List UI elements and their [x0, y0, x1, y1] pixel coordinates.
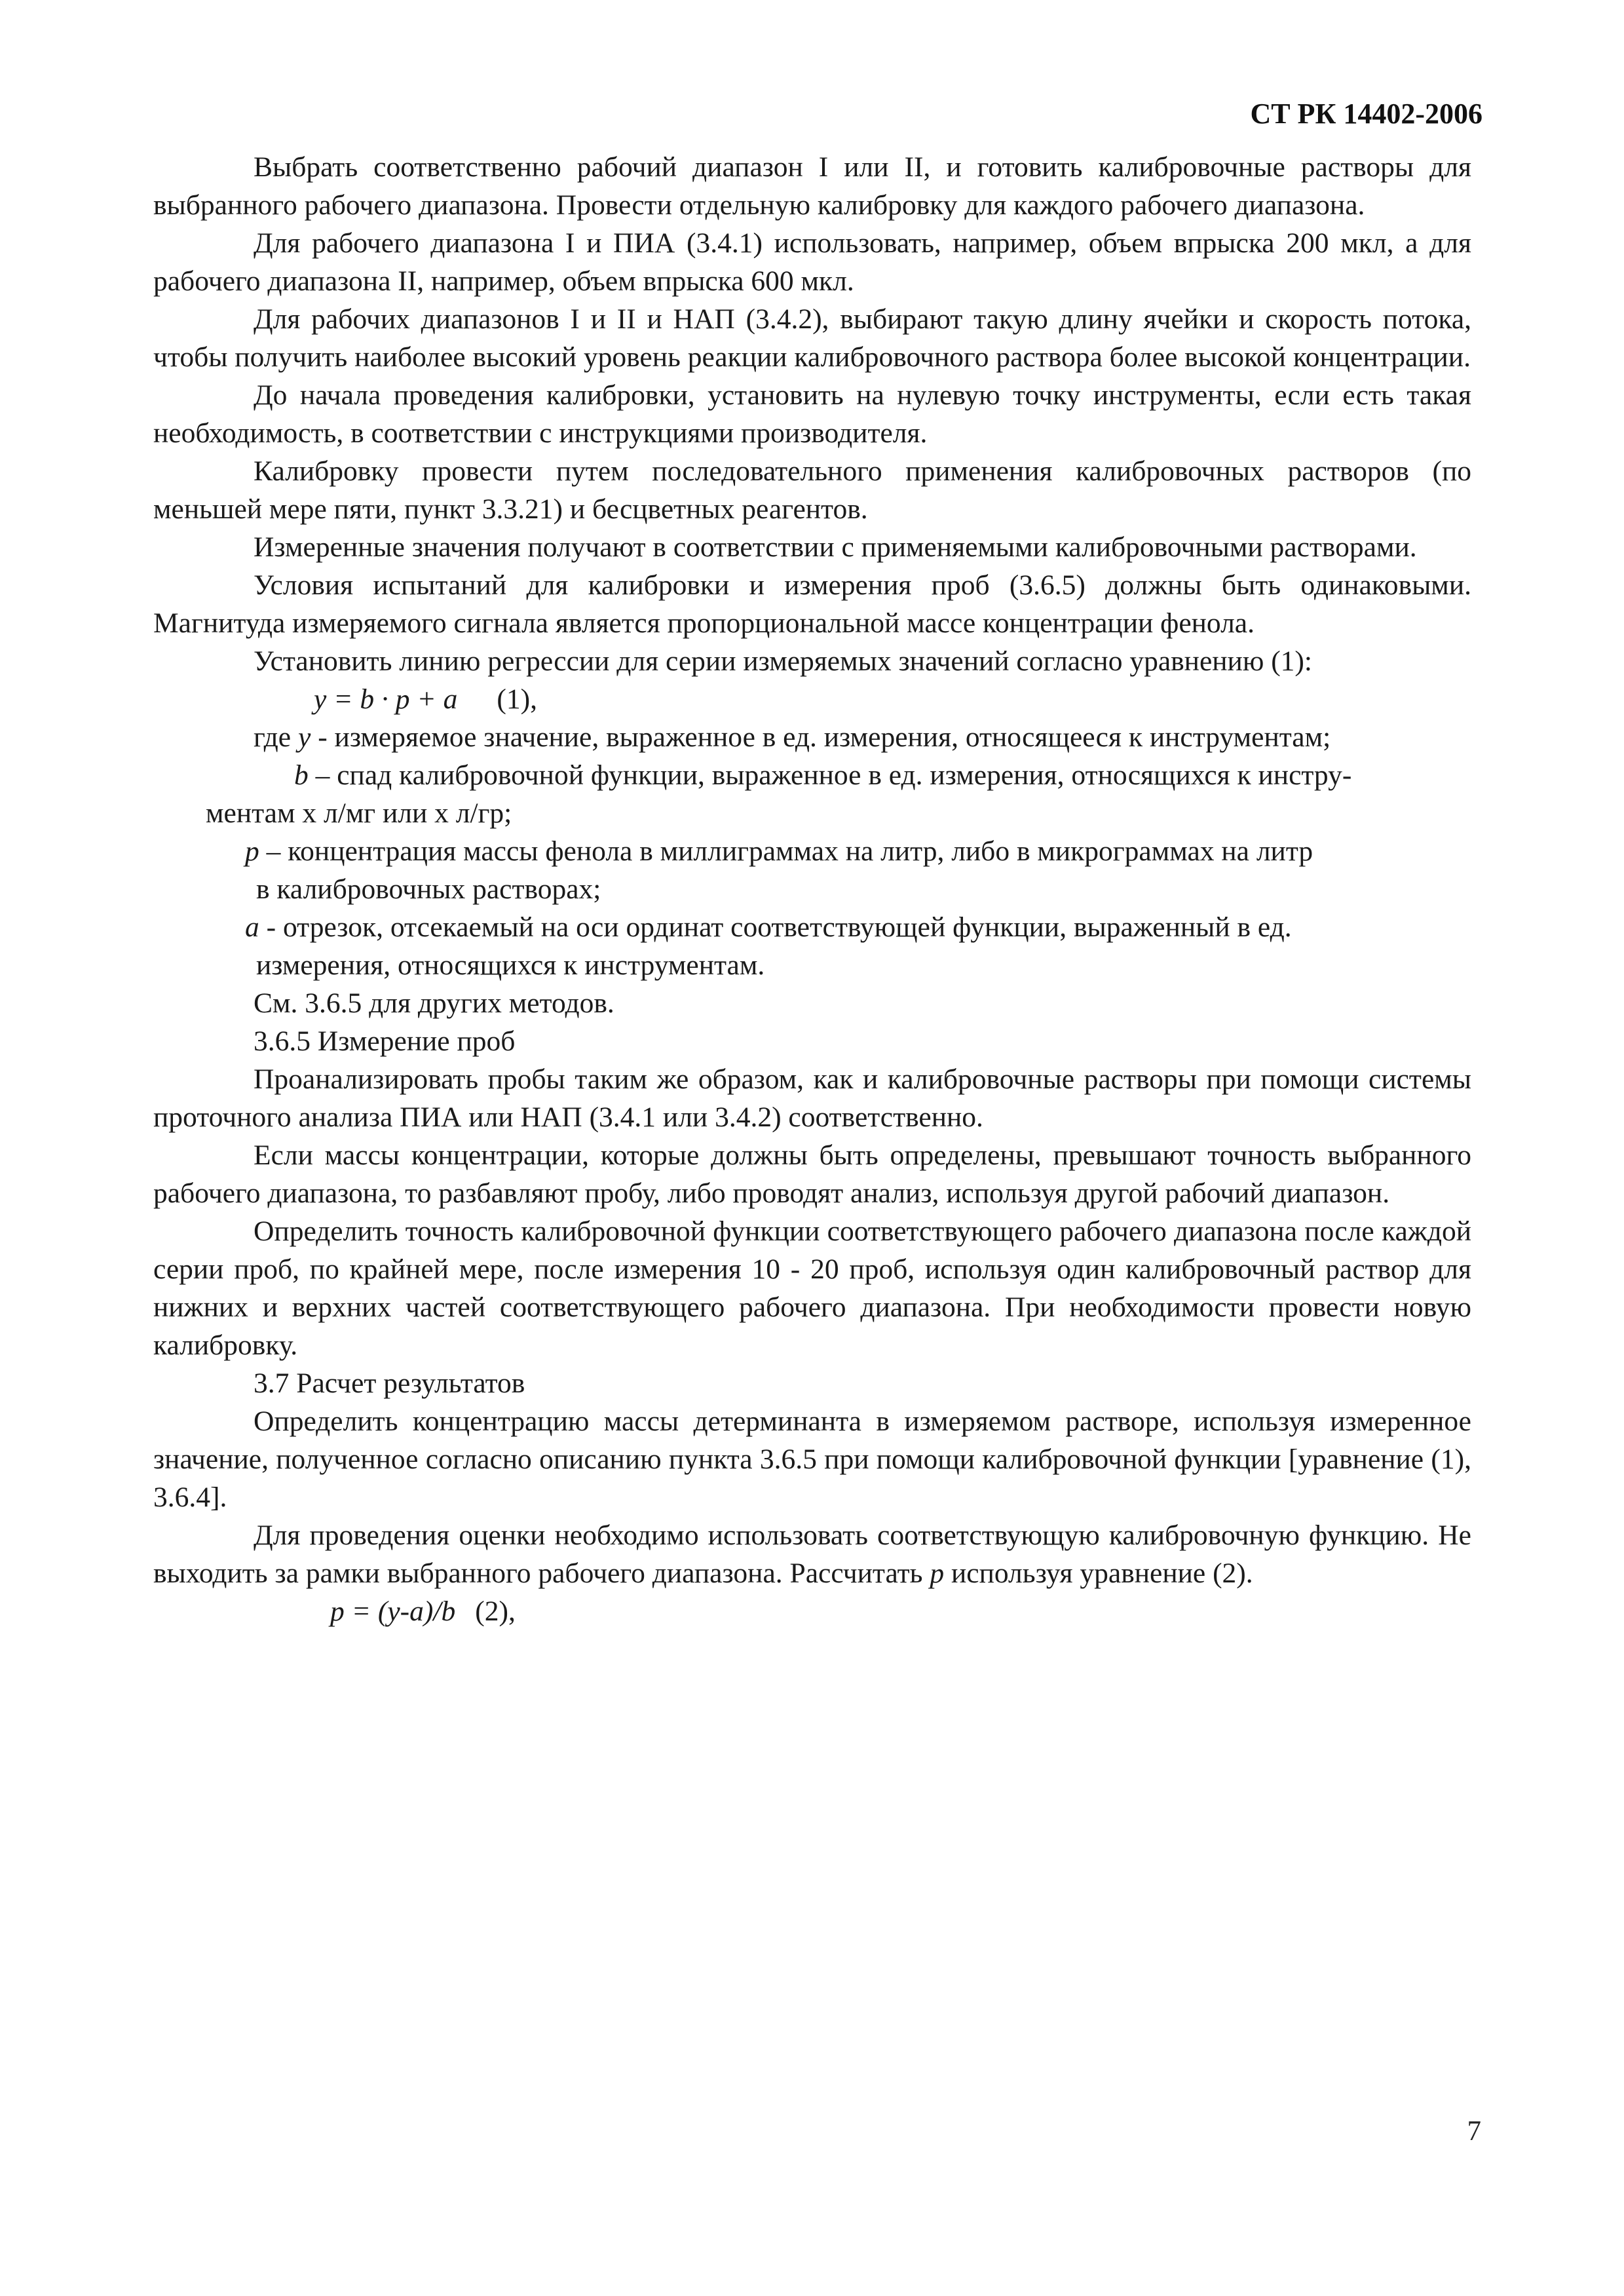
variable-y: y — [298, 721, 311, 753]
paragraph: Установить линию регрессии для серии измеряемых значений согласно уравнению (1): — [254, 645, 1312, 677]
term-definition-b — [153, 756, 1471, 832]
term-definition-a — [153, 908, 1471, 984]
page-body — [153, 148, 1471, 1630]
paragraph-text: используя уравнение (2). — [944, 1558, 1253, 1589]
variable-p: p — [930, 1558, 945, 1589]
term-text-continued: в калибровочных растворах; — [256, 873, 601, 905]
term-text: – концентрация массы фенола в миллиграммах на литр, либо в микрограммах на литр — [259, 835, 1313, 867]
paragraph: Определить концентрацию массы детерминанта в измеряемом растворе, используя измеренное значение, полученное согласно описанию пункта 3.6.5 при помощи калибровочной функции [уравнение (1), 3.6.4]. — [153, 1406, 1471, 1513]
page-number: 7 — [1467, 2116, 1481, 2147]
variable-p: p — [245, 835, 259, 867]
variable-a: a — [245, 911, 259, 943]
section-heading-3-7: 3.7 Расчет результатов — [254, 1368, 525, 1399]
paragraph: До начала проведения калибровки, установить на нулевую точку инструменты, если есть такая необходимость, в соответствии с инструкциями производителя. — [153, 379, 1471, 449]
equation-2-expression: p = (y-a)/b — [330, 1596, 456, 1627]
term-text: - измеряемое значение, выраженное в ед. измерения, относящееся к инструментам; — [311, 721, 1331, 753]
paragraph — [153, 1516, 1471, 1592]
equation-2-number: (2), — [475, 1596, 516, 1627]
document-code-header: СТ РК 14402-2006 — [1250, 98, 1482, 130]
section-heading-3-6-5: 3.6.5 Измерение проб — [254, 1025, 516, 1057]
paragraph: Измеренные значения получают в соответствии с применяемыми калибровочными растворами. — [254, 531, 1417, 563]
paragraph-text: Для проведения оценки необходимо использовать соответствующую калибровочную функцию. Не выходить за рамки выбранного рабочего диапазона. Рассчитать — [153, 1520, 1471, 1589]
paragraph: Определить точность калибровочной функции соответствующего рабочего диапазона после каждой серии проб, по крайней мере, после измерения 10 - 20 проб, используя один калибровочный раствор для нижних и верхних частей соответствующего рабочего диапазона. При необходимости провести новую калибровку. — [153, 1215, 1471, 1361]
paragraph: См. 3.6.5 для других методов. — [254, 987, 614, 1019]
term-text: – спад калибровочной функции, выраженное в ед. измерения, относящихся к инстру- — [308, 759, 1352, 791]
term-text-continued: ментам х л/мг или х л/гр; — [206, 797, 512, 829]
paragraph: Проанализировать пробы таким же образом, как и калибровочные растворы при помощи системы проточного анализа ПИА или НАП (3.4.1 или 3.4.2) соответственно. — [153, 1063, 1471, 1133]
equation-1-number: (1), — [497, 683, 537, 715]
paragraph: Если массы концентрации, которые должны быть определены, превышают точность выбранного рабочего диапазона, то разбавляют пробу, либо проводят анализ, используя другой рабочий диапазон. — [153, 1139, 1471, 1209]
paragraph: Для рабочего диапазона I и ПИА (3.4.1) использовать, например, объем впрыска 200 мкл, а для рабочего диапазона II, например, объем впрыска 600 мкл. — [153, 227, 1471, 297]
term-text: - отрезок, отсекаемый на оси ординат соответствующей функции, выраженный в ед. — [259, 911, 1292, 943]
paragraph: Выбрать соответственно рабочий диапазон I или II, и готовить калибровочные растворы для выбранного рабочего диапазона. Провести отдельную калибровку для каждого рабочего диапазона. — [153, 151, 1471, 221]
term-prefix: где — [254, 721, 298, 753]
term-definition-p — [153, 832, 1471, 908]
paragraph: Для рабочих диапазонов I и II и НАП (3.4.2), выбирают такую длину ячейки и скорость потока, чтобы получить наиболее высокий уровень реакции калибровочного раствора более высокой концентрации. — [153, 303, 1471, 373]
equation-1-expression: y = b · p + a — [314, 683, 458, 715]
paragraph: Условия испытаний для калибровки и измерения проб (3.6.5) должны быть одинаковыми. Магнитуда измеряемого сигнала является пропорциональной массе концентрации фенола. — [153, 569, 1471, 639]
term-definition-y — [153, 718, 1471, 756]
variable-b: b — [294, 759, 309, 791]
paragraph: Калибровку провести путем последовательного применения калибровочных растворов (по меньшей мере пяти, пункт 3.3.21) и бесцветных реагентов. — [153, 455, 1471, 525]
term-text-continued: измерения, относящихся к инструментам. — [256, 949, 765, 981]
equation-1 — [153, 680, 1471, 718]
equation-2 — [153, 1592, 1471, 1630]
